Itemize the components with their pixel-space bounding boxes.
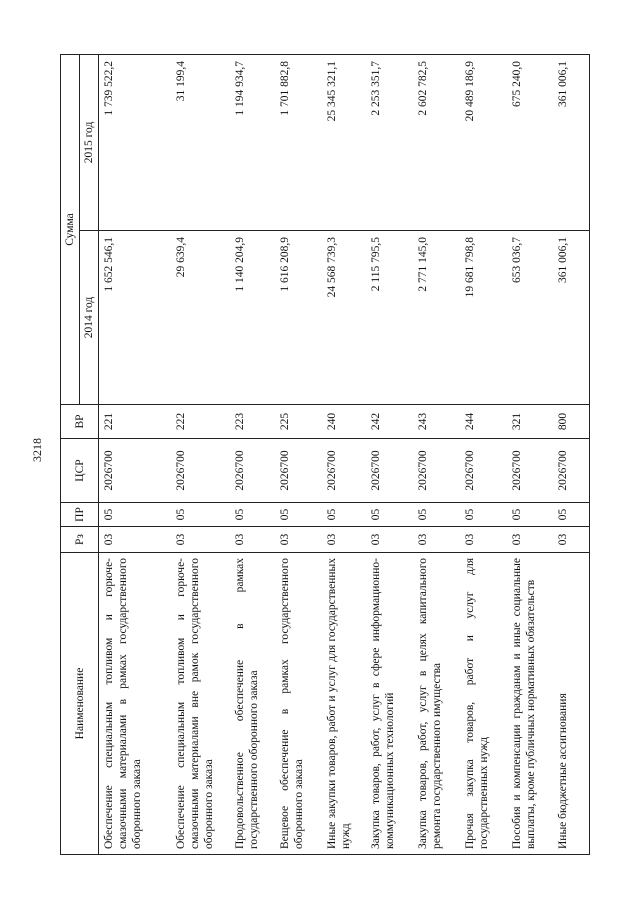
table-cell-pr: 05 <box>322 503 367 527</box>
table-cell-2014: 1 140 204,9 <box>230 231 275 405</box>
table-row <box>322 54 367 854</box>
table-cell-name: Иные закупки товаров, работ и услуг для государственных нужд <box>322 553 367 855</box>
table-cell-pr: 05 <box>413 503 460 527</box>
table-cell-vr: 321 <box>507 405 554 439</box>
table-cell-name: Обеспечение специальным топливом и горюче-смазочными материалами в рамках государственного оборонного заказа <box>99 553 171 855</box>
table-cell-name: Вещевое обеспечение в рамках государственного оборонного заказа <box>275 553 322 855</box>
table-cell-rz: 03 <box>99 527 171 553</box>
table-cell-name: Пособия и компенсации гражданам и иные социальные выплаты, кроме публичных нормативных обязательств <box>507 553 554 855</box>
table-cell-name: Прочая закупка товаров, работ и услуг для государственных нужд <box>460 553 507 855</box>
table-cell-2015: 1 701 882,8 <box>275 54 322 230</box>
table-body <box>99 54 590 854</box>
table-cell-2014: 2 115 795,5 <box>366 231 413 405</box>
table-cell-2014: 361 006,1 <box>553 231 589 405</box>
table-row <box>230 54 275 854</box>
table-cell-pr: 05 <box>366 503 413 527</box>
budget-table <box>60 54 590 855</box>
table-cell-pr: 05 <box>230 503 275 527</box>
table-cell-2015: 1 194 934,7 <box>230 54 275 230</box>
table-cell-csr: 2026700 <box>366 439 413 503</box>
table-cell-csr: 2026700 <box>171 439 231 503</box>
table-cell-2014: 1 616 208,9 <box>275 231 322 405</box>
table-cell-2014: 24 568 739,3 <box>322 231 367 405</box>
header-rz: Рз <box>61 527 99 553</box>
table-row <box>460 54 507 854</box>
header-sum: Сумма <box>61 54 80 404</box>
header-2014: 2014 год <box>80 231 99 405</box>
table-cell-vr: 221 <box>99 405 171 439</box>
table-cell-name: Закупка товаров, работ, услуг в сфере информационно-коммуникационных технологий <box>366 553 413 855</box>
table-cell-rz: 03 <box>507 527 554 553</box>
table-cell-2014: 29 639,4 <box>171 231 231 405</box>
table-cell-pr: 05 <box>171 503 231 527</box>
table-cell-pr: 05 <box>460 503 507 527</box>
table-cell-vr: 222 <box>171 405 231 439</box>
table-cell-vr: 223 <box>230 405 275 439</box>
table-row <box>99 54 171 854</box>
table-cell-rz: 03 <box>460 527 507 553</box>
table-cell-pr: 05 <box>507 503 554 527</box>
table-cell-vr: 800 <box>553 405 589 439</box>
table-cell-2015: 25 345 321,1 <box>322 54 367 230</box>
table-cell-csr: 2026700 <box>275 439 322 503</box>
table-cell-rz: 03 <box>275 527 322 553</box>
table-cell-csr: 2026700 <box>460 439 507 503</box>
budget-table-container <box>60 55 590 855</box>
table-cell-2014: 653 036,7 <box>507 231 554 405</box>
table-row <box>553 54 589 854</box>
table-cell-name: Иные бюджетные ассигнования <box>553 553 589 855</box>
table-cell-2015: 2 602 782,5 <box>413 54 460 230</box>
table-cell-rz: 03 <box>366 527 413 553</box>
table-cell-pr: 05 <box>99 503 171 527</box>
header-2015: 2015 год <box>80 54 99 230</box>
table-cell-2015: 2 253 351,7 <box>366 54 413 230</box>
table-cell-vr: 225 <box>275 405 322 439</box>
table-cell-rz: 03 <box>413 527 460 553</box>
table-row <box>366 54 413 854</box>
header-name: Наименование <box>61 553 99 855</box>
table-cell-csr: 2026700 <box>553 439 589 503</box>
table-cell-name: Закупка товаров, работ, услуг в целях капитального ремонта государственного имущества <box>413 553 460 855</box>
table-cell-rz: 03 <box>553 527 589 553</box>
table-cell-2014: 19 681 798,8 <box>460 231 507 405</box>
table-cell-vr: 240 <box>322 405 367 439</box>
table-row <box>507 54 554 854</box>
table-cell-pr: 05 <box>553 503 589 527</box>
table-cell-2015: 31 199,4 <box>171 54 231 230</box>
table-cell-vr: 243 <box>413 405 460 439</box>
table-row <box>171 54 231 854</box>
table-cell-vr: 242 <box>366 405 413 439</box>
header-pr: ПР <box>61 503 99 527</box>
table-cell-rz: 03 <box>322 527 367 553</box>
table-cell-2014: 1 652 546,1 <box>99 231 171 405</box>
table-row <box>275 54 322 854</box>
table-cell-rz: 03 <box>171 527 231 553</box>
table-cell-csr: 2026700 <box>99 439 171 503</box>
table-cell-2015: 20 489 186,9 <box>460 54 507 230</box>
table-cell-name: Продовольственное обеспечение в рамках государственного оборонного заказа <box>230 553 275 855</box>
table-cell-name: Обеспечение специальным топливом и горюче-смазочными материалами вне рамок государственного оборонного заказа <box>171 553 231 855</box>
table-cell-pr: 05 <box>275 503 322 527</box>
table-cell-csr: 2026700 <box>230 439 275 503</box>
table-cell-csr: 2026700 <box>507 439 554 503</box>
table-cell-vr: 244 <box>460 405 507 439</box>
header-csr: ЦСР <box>61 439 99 503</box>
table-cell-csr: 2026700 <box>322 439 367 503</box>
table-row <box>413 54 460 854</box>
table-cell-2015: 675 240,0 <box>507 54 554 230</box>
table-cell-2015: 1 739 522,2 <box>99 54 171 230</box>
table-cell-csr: 2026700 <box>413 439 460 503</box>
table-cell-2015: 361 006,1 <box>553 54 589 230</box>
header-vr: ВР <box>61 405 99 439</box>
page-number: 3218 <box>30 438 44 462</box>
table-cell-2014: 2 771 145,0 <box>413 231 460 405</box>
table-cell-rz: 03 <box>230 527 275 553</box>
